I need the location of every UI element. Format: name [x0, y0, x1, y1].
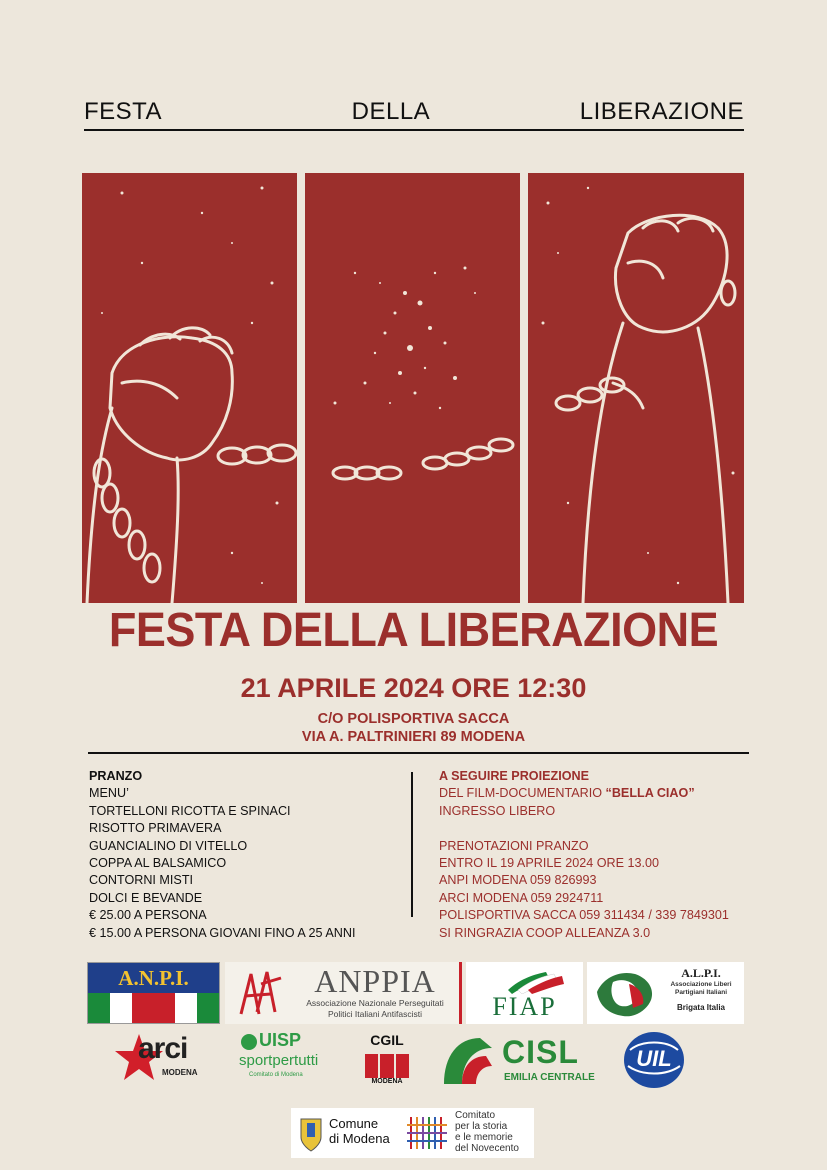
illustration-panel-broken-chain — [305, 173, 520, 603]
anpi-logo — [87, 962, 220, 1024]
menu-item: RISOTTO PRIMAVERA — [89, 821, 222, 836]
menu-price: € 15.00 A PERSONA GIOVANI FINO A 25 ANNI — [89, 925, 356, 940]
reservation-line: POLISPORTIVA SACCA 059 311434 / 339 7849301 — [439, 908, 729, 923]
anpi-flag-stripes — [88, 993, 219, 1023]
comune-line2: di Modena — [329, 1131, 390, 1146]
menu-item: MENU’ — [89, 786, 129, 801]
fiap-flag-icon — [506, 968, 566, 994]
comitato-text — [455, 1110, 519, 1154]
cisl-emblem-icon — [440, 1034, 496, 1086]
comitato-line2: per la storia — [455, 1121, 508, 1132]
uisp-runner-icon — [239, 1032, 259, 1052]
menu-item: CONTORNI MISTI — [89, 873, 194, 888]
uisp-sub2: Comitato di Modena — [249, 1072, 303, 1078]
cgil-bars — [365, 1054, 409, 1078]
comune-line1: Comune — [329, 1116, 379, 1131]
menu-item: DOLCI E BEVANDE — [89, 890, 203, 905]
menu-price: € 25.00 A PERSONA — [89, 908, 207, 923]
alpi-logo — [587, 962, 744, 1024]
illustration-panel-raised-fist — [528, 173, 744, 603]
anppia-sub1: Associazione Nazionale Perseguitati — [306, 998, 444, 1008]
header-title-row — [84, 92, 744, 126]
spacer — [439, 820, 769, 837]
fist-chain-left-icon — [82, 173, 297, 603]
comitato-line1: Comitato — [455, 1110, 496, 1121]
screening-heading: A SEGUIRE PROIEZIONE — [439, 769, 589, 783]
cisl-text: CISL — [502, 1034, 579, 1070]
header-rule — [84, 129, 744, 131]
anppia-emblem-icon — [231, 964, 291, 1022]
comitato-grid-icon — [407, 1113, 451, 1153]
uisp-text: UISP — [259, 1030, 302, 1050]
event-info — [439, 768, 769, 942]
venue-name: C/O POLISPORTIVA SACCA — [317, 711, 510, 727]
event-date: 21 APRILE 2024 ORE 12:30 — [240, 673, 587, 703]
broken-chain-icon — [305, 173, 520, 603]
uisp-logo — [237, 1030, 337, 1086]
menu-item: COPPA AL BALSAMICO — [89, 856, 227, 871]
cisl-logo — [440, 1032, 605, 1088]
film-title: “BELLA CIAO” — [605, 786, 695, 801]
menu-item: TORTELLONI RICOTTA E SPINACI — [89, 803, 291, 818]
film-prefix: DEL FILM-DOCUMENTARIO — [439, 786, 606, 801]
anpi-banner — [88, 963, 219, 993]
header-word-liberazione: LIBERAZIONE — [579, 98, 744, 125]
header-word-della: DELLA — [351, 98, 431, 125]
entry-note: INGRESSO LIBERO — [439, 803, 556, 818]
alpi-sub1: Associazione Liberi — [670, 981, 732, 988]
raised-fist-icon — [528, 173, 744, 603]
anpi-text: A.N.P.I. — [118, 965, 189, 990]
anppia-sub2: Politici Italiani Antifascisti — [327, 1009, 422, 1019]
alpi-italy-map-icon — [589, 964, 659, 1022]
arci-logo — [114, 1030, 210, 1086]
anppia-text-block — [295, 964, 455, 1020]
alpi-sub3: Brigata Italia — [676, 1003, 725, 1012]
section-rule — [88, 752, 749, 754]
cisl-sub: EMILIA CENTRALE — [504, 1072, 595, 1083]
reservation-line: SI RINGRAZIA COOP ALLEANZA 3.0 — [439, 925, 651, 940]
main-title: FESTA DELLA LIBERAZIONE — [108, 601, 719, 657]
comune-text — [329, 1116, 390, 1146]
uil-logo — [622, 1030, 686, 1090]
illustration-triptych — [82, 173, 744, 603]
arci-sub: MODENA — [162, 1068, 198, 1077]
cgil-logo — [361, 1028, 411, 1090]
anppia-logo — [225, 962, 462, 1024]
illustration-panel-fist-chained — [82, 173, 297, 603]
film-line — [439, 785, 769, 802]
alpi-text-block — [661, 966, 741, 1012]
anppia-name: ANPPIA — [314, 963, 436, 999]
comitato-line4: del Novecento — [455, 1143, 519, 1154]
uil-text: UIL — [636, 1046, 672, 1071]
uisp-sub: sportpertutti — [239, 1052, 319, 1069]
reservation-line: ENTRO IL 19 APRILE 2024 ORE 13.00 — [439, 856, 660, 871]
modena-crest-icon — [297, 1113, 325, 1153]
menu-heading: PRANZO — [89, 769, 143, 783]
menu-item: GUANCIALINO DI VITELLO — [89, 838, 248, 853]
fiap-logo — [466, 962, 583, 1024]
reservation-line: ARCI MODENA 059 2924711 — [439, 890, 604, 905]
alpi-sub2: Partigiani Italiani — [674, 989, 727, 996]
venue-address: VIA A. PALTRINIERI 89 MODENA — [301, 729, 526, 745]
cgil-text: CGIL — [370, 1032, 404, 1048]
reservation-line: PRENOTAZIONI PRANZO — [439, 838, 589, 853]
cgil-sub: MODENA — [371, 1078, 403, 1085]
header-word-festa: FESTA — [84, 98, 163, 125]
lunch-menu — [89, 768, 399, 942]
arci-text: arci — [138, 1032, 188, 1065]
reservation-line: ANPI MODENA 059 826993 — [439, 873, 597, 888]
comune-comitato-logo — [291, 1108, 534, 1158]
comitato-line3: e le memorie — [455, 1132, 513, 1143]
fiap-text: FIAP — [492, 992, 557, 1021]
alpi-name: A.L.P.I. — [681, 966, 721, 980]
column-divider — [411, 772, 413, 917]
